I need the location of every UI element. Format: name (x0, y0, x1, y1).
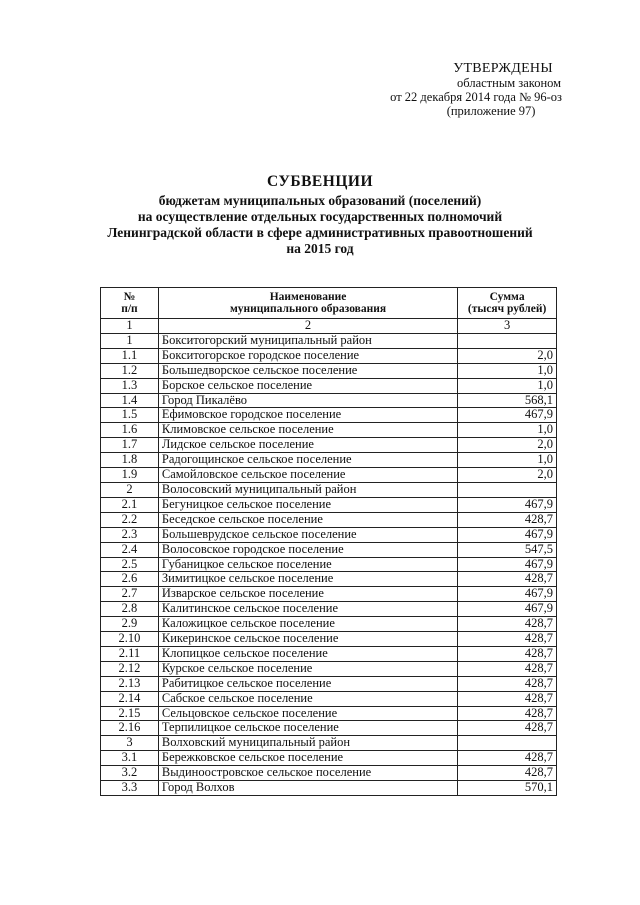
table-row (101, 691, 557, 706)
header-number (101, 288, 159, 319)
header-name-top: Наименование (269, 290, 347, 303)
subvention-amount: 467,9 (458, 587, 557, 602)
header-sum-top: Сумма (489, 290, 525, 303)
approval-title: УТВЕРЖДЕНЫ (453, 61, 553, 76)
municipality-name: Волосовский муниципальный район (158, 482, 457, 497)
row-number: 2.10 (101, 632, 159, 647)
subvention-amount (458, 736, 557, 751)
header-name-bottom: муниципального образования (229, 303, 387, 315)
table-row (101, 661, 557, 676)
document-title: СУБВЕНЦИИ (266, 173, 373, 190)
subvention-amount: 2,0 (458, 438, 557, 453)
row-number: 1.9 (101, 468, 159, 483)
table-row (101, 363, 557, 378)
table-row (101, 527, 557, 542)
municipality-name: Город Волхов (158, 781, 457, 796)
table-row (101, 348, 557, 363)
row-number: 1.4 (101, 393, 159, 408)
table-row (101, 408, 557, 423)
table-row (101, 706, 557, 721)
municipality-name: Терпилицкое сельское поселение (158, 721, 457, 736)
municipality-name: Борское сельское поселение (158, 378, 457, 393)
table-row (101, 378, 557, 393)
column-index: 3 (458, 319, 557, 334)
document-heading (0, 174, 640, 257)
subventions-table (100, 287, 557, 796)
row-number: 3 (101, 736, 159, 751)
table-row (101, 453, 557, 468)
municipality-name: Беседское сельское поселение (158, 512, 457, 527)
subvention-amount: 570,1 (458, 781, 557, 796)
table-row (101, 482, 557, 497)
subvention-amount: 428,7 (458, 751, 557, 766)
subvention-amount: 428,7 (458, 706, 557, 721)
municipality-name: Климовское сельское поселение (158, 423, 457, 438)
subvention-amount: 1,0 (458, 363, 557, 378)
subvention-amount: 547,5 (458, 542, 557, 557)
row-number: 2.11 (101, 646, 159, 661)
subvention-amount: 1,0 (458, 378, 557, 393)
subvention-amount: 2,0 (458, 348, 557, 363)
municipality-name: Клопицкое сельское поселение (158, 646, 457, 661)
municipality-name: Бережковское сельское поселение (158, 751, 457, 766)
row-number: 1.6 (101, 423, 159, 438)
municipality-name: Кикеринское сельское поселение (158, 632, 457, 647)
row-number: 2 (101, 482, 159, 497)
approval-law: областным законом (457, 76, 562, 90)
table-body (101, 333, 557, 795)
subvention-amount: 467,9 (458, 497, 557, 512)
row-number: 2.13 (101, 676, 159, 691)
row-number: 3.3 (101, 781, 159, 796)
header-number-top: № (123, 290, 136, 303)
row-number: 2.9 (101, 617, 159, 632)
subvention-amount: 568,1 (458, 393, 557, 408)
heading-line-2: на осуществление отдельных государственных полномочий (137, 209, 503, 224)
municipality-name: Волховский муниципальный район (158, 736, 457, 751)
table-row (101, 438, 557, 453)
row-number: 2.6 (101, 572, 159, 587)
subvention-amount: 1,0 (458, 453, 557, 468)
table-row (101, 751, 557, 766)
table-row (101, 497, 557, 512)
table-row (101, 393, 557, 408)
subvention-amount: 428,7 (458, 661, 557, 676)
column-index-row (101, 319, 557, 334)
subvention-amount (458, 333, 557, 348)
municipality-name: Каложицкое сельское поселение (158, 617, 457, 632)
subvention-amount: 428,7 (458, 766, 557, 781)
subvention-amount: 2,0 (458, 468, 557, 483)
row-number: 2.15 (101, 706, 159, 721)
municipality-name: Сельцовское сельское поселение (158, 706, 457, 721)
row-number: 2.4 (101, 542, 159, 557)
municipality-name: Бокситогорское городское поселение (158, 348, 457, 363)
row-number: 3.1 (101, 751, 159, 766)
row-number: 2.14 (101, 691, 159, 706)
subvention-amount: 428,7 (458, 676, 557, 691)
row-number: 2.2 (101, 512, 159, 527)
subvention-amount: 1,0 (458, 423, 557, 438)
table-row (101, 632, 557, 647)
table-row (101, 512, 557, 527)
subvention-amount: 428,7 (458, 512, 557, 527)
row-number: 2.1 (101, 497, 159, 512)
header-number-bottom: п/п (121, 303, 138, 315)
subvention-amount: 428,7 (458, 617, 557, 632)
table-row (101, 602, 557, 617)
row-number: 2.8 (101, 602, 159, 617)
municipality-name: Курское сельское поселение (158, 661, 457, 676)
heading-line-3: Ленинградской области в сфере административных правоотношений (107, 225, 533, 240)
municipality-name: Губаницкое сельское поселение (158, 557, 457, 572)
table-row (101, 781, 557, 796)
table-row (101, 646, 557, 661)
municipality-name: Большеврудское сельское поселение (158, 527, 457, 542)
subvention-amount: 467,9 (458, 557, 557, 572)
header-name (158, 288, 457, 319)
row-number: 2.16 (101, 721, 159, 736)
approval-appendix: (приложение 97) (446, 104, 536, 118)
table-row (101, 423, 557, 438)
municipality-name: Город Пикалёво (158, 393, 457, 408)
table-row (101, 557, 557, 572)
table-row (101, 721, 557, 736)
header-sum (458, 288, 557, 319)
table-row (101, 333, 557, 348)
approval-date: от 22 декабря 2014 года № 96-оз (390, 90, 562, 104)
subvention-amount: 467,9 (458, 408, 557, 423)
subvention-amount: 428,7 (458, 721, 557, 736)
subvention-amount: 428,7 (458, 632, 557, 647)
row-number: 1.5 (101, 408, 159, 423)
table-row (101, 587, 557, 602)
heading-line-4: на 2015 год (286, 241, 354, 256)
heading-line-1: бюджетам муниципальных образований (поселений) (158, 193, 482, 208)
municipality-name: Ефимовское городское поселение (158, 408, 457, 423)
row-number: 1.1 (101, 348, 159, 363)
row-number: 2.7 (101, 587, 159, 602)
row-number: 1 (101, 333, 159, 348)
municipality-name: Выдиноостровское сельское поселение (158, 766, 457, 781)
row-number: 2.12 (101, 661, 159, 676)
municipality-name: Сабское сельское поселение (158, 691, 457, 706)
municipality-name: Большедворское сельское поселение (158, 363, 457, 378)
table-row (101, 468, 557, 483)
table-row (101, 572, 557, 587)
municipality-name: Изварское сельское поселение (158, 587, 457, 602)
table-row (101, 676, 557, 691)
row-number: 3.2 (101, 766, 159, 781)
table-row (101, 736, 557, 751)
subvention-amount: 428,7 (458, 691, 557, 706)
table-row (101, 542, 557, 557)
municipality-name: Радогощинское сельское поселение (158, 453, 457, 468)
row-number: 1.2 (101, 363, 159, 378)
municipality-name: Самойловское сельское поселение (158, 468, 457, 483)
subvention-amount (458, 482, 557, 497)
subvention-amount: 428,7 (458, 646, 557, 661)
table-row (101, 617, 557, 632)
municipality-name: Бегуницкое сельское поселение (158, 497, 457, 512)
municipality-name: Лидское сельское поселение (158, 438, 457, 453)
row-number: 1.3 (101, 378, 159, 393)
row-number: 2.3 (101, 527, 159, 542)
municipality-name: Рабитицкое сельское поселение (158, 676, 457, 691)
row-number: 1.8 (101, 453, 159, 468)
table-row (101, 766, 557, 781)
municipality-name: Волосовское городское поселение (158, 542, 457, 557)
subvention-amount: 467,9 (458, 602, 557, 617)
row-number: 2.5 (101, 557, 159, 572)
municipality-name: Бокситогорский муниципальный район (158, 333, 457, 348)
header-sum-bottom: (тысяч рублей) (467, 303, 547, 315)
subvention-amount: 467,9 (458, 527, 557, 542)
municipality-name: Зимитицкое сельское поселение (158, 572, 457, 587)
column-index: 1 (101, 319, 159, 334)
row-number: 1.7 (101, 438, 159, 453)
municipality-name: Калитинское сельское поселение (158, 602, 457, 617)
table-header-row (101, 288, 557, 319)
approval-block (390, 61, 562, 118)
subvention-amount: 428,7 (458, 572, 557, 587)
column-index: 2 (158, 319, 457, 334)
